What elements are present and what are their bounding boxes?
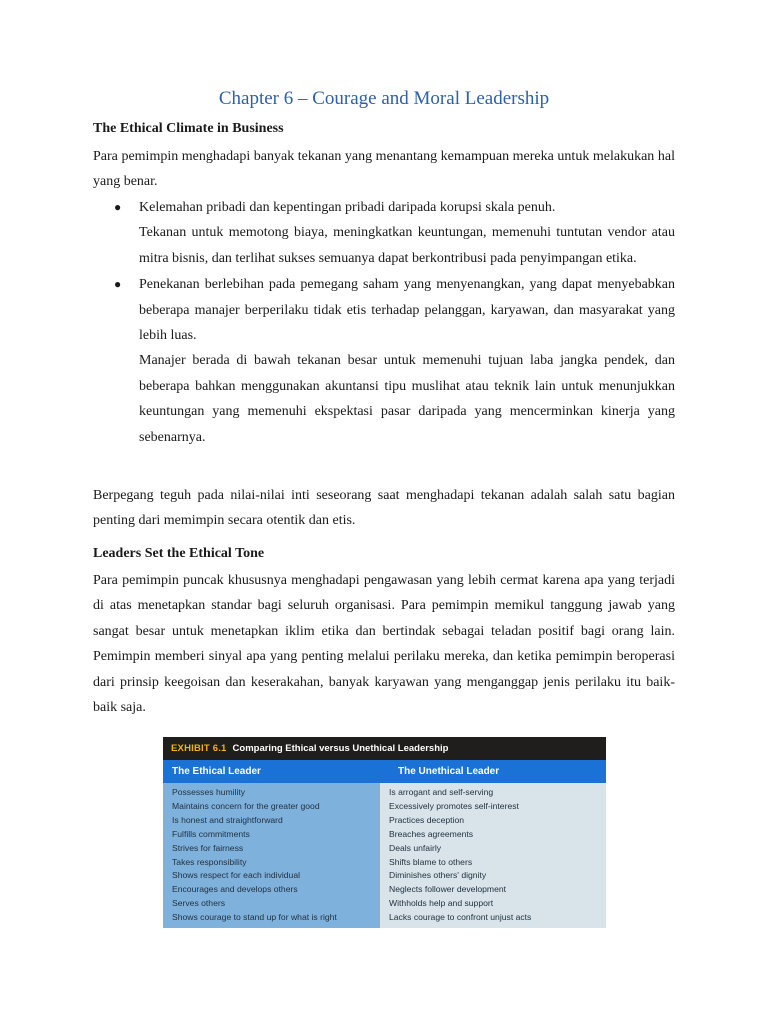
bullet-text: Penekanan berlebihan pada pemegang saham yang menyenangkan, yang dapat menyebabkan beberapa manajer berperilaku tidak etis terhadap pelanggan, karyawan, dan masyarakat yang lebih luas. <box>139 277 675 344</box>
bullet-item <box>114 195 675 220</box>
bullet-subtext: Manajer berada di bawah tekanan besar untuk memenuhi tujuan laba jangka pendek, dan beberapa bahkan menggunakan akuntansi tipu muslihat atau teknik lain untuk menunjukkan keuntungan yang memenuhi ekspektasi pasar daripada yang mencerminkan kinerja yang sebenarnya. <box>139 353 675 445</box>
exhibit-column-headers <box>163 760 606 783</box>
unethical-trait: Shifts blame to others <box>389 856 473 867</box>
bullet-icon: ● <box>114 200 122 214</box>
paragraph-closing: Berpegang teguh pada nilai-nilai inti seseorang saat menghadapi tekanan adalah salah satu bagian penting dari memimpin secara otentik dan etis. <box>93 488 675 529</box>
ethical-trait: Is honest and straightforward <box>172 814 283 825</box>
exhibit-header <box>163 737 606 760</box>
unethical-trait: Excessively promotes self-interest <box>389 800 519 811</box>
unethical-trait: Diminishes others' dignity <box>389 870 487 881</box>
column-header-ethical: The Ethical Leader <box>172 766 261 777</box>
paragraph-ethical-tone: Para pemimpin puncak khususnya menghadapi pengawasan yang lebih cermat karena apa yang terjadi di atas menetapkan standar bagi seluruh organisasi. Para pemimpin memikul tanggung jawab yang sangat besar untuk menetapkan iklim etika dan bertindak sebagai teladan positif bagi orang lain. Pemimpin memberi sinyal apa yang penting melalui perilaku mereka, dan ketika pemimpin beroperasi dari prinsip keegoisan dan keserakahan, banyak karyawan yang menganggap jenis perilaku itu baik-baik saja. <box>93 573 675 716</box>
unethical-trait: Lacks courage to confront unjust acts <box>389 912 532 923</box>
exhibit-caption: Comparing Ethical versus Unethical Leadership <box>232 743 449 754</box>
unethical-trait: Neglects follower development <box>389 884 507 895</box>
bullet-text: Kelemahan pribadi dan kepentingan pribadi daripada korupsi skala penuh. <box>139 200 556 215</box>
bullet-item <box>114 272 675 348</box>
ethical-trait: Strives for fairness <box>172 842 244 853</box>
unethical-trait: Breaches agreements <box>389 828 474 839</box>
page-title: Chapter 6 – Courage and Moral Leadership <box>218 88 550 109</box>
ethical-trait: Shows respect for each individual <box>172 870 301 881</box>
column-header-unethical: The Unethical Leader <box>398 766 500 777</box>
paragraph-intro: Para pemimpin menghadapi banyak tekanan yang menantang kemampuan mereka untuk melakukan hal yang benar. <box>93 149 675 190</box>
bullet-icon: ● <box>114 277 122 292</box>
ethical-trait: Fulfills commitments <box>172 828 250 839</box>
unethical-trait: Deals unfairly <box>389 842 442 853</box>
section-heading-ethical-tone: Leaders Set the Ethical Tone <box>93 546 265 561</box>
ethical-list <box>163 783 380 928</box>
exhibit-table <box>163 737 606 928</box>
exhibit-number: EXHIBIT 6.1 <box>171 743 227 754</box>
ethical-trait: Serves others <box>172 898 226 909</box>
unethical-trait: Practices deception <box>389 814 464 825</box>
bullet-list <box>114 195 675 450</box>
exhibit-body <box>163 783 606 928</box>
ethical-trait: Takes responsibility <box>172 856 247 867</box>
section-heading-ethical-climate: The Ethical Climate in Business <box>93 121 284 136</box>
unethical-trait: Withholds help and support <box>389 898 494 909</box>
ethical-trait: Possesses humility <box>172 787 246 797</box>
ethical-trait: Maintains concern for the greater good <box>172 800 320 811</box>
ethical-trait: Shows courage to stand up for what is right <box>172 912 337 923</box>
unethical-trait: Is arrogant and self-serving <box>389 787 494 797</box>
ethical-trait: Encourages and develops others <box>172 884 298 895</box>
unethical-list <box>380 783 606 928</box>
bullet-subtext: Tekanan untuk memotong biaya, meningkatkan keuntungan, memenuhi tuntutan vendor atau mitra bisnis, dan terlihat sukses semuanya dapat berkontribusi pada penyimpangan etika. <box>139 225 675 266</box>
